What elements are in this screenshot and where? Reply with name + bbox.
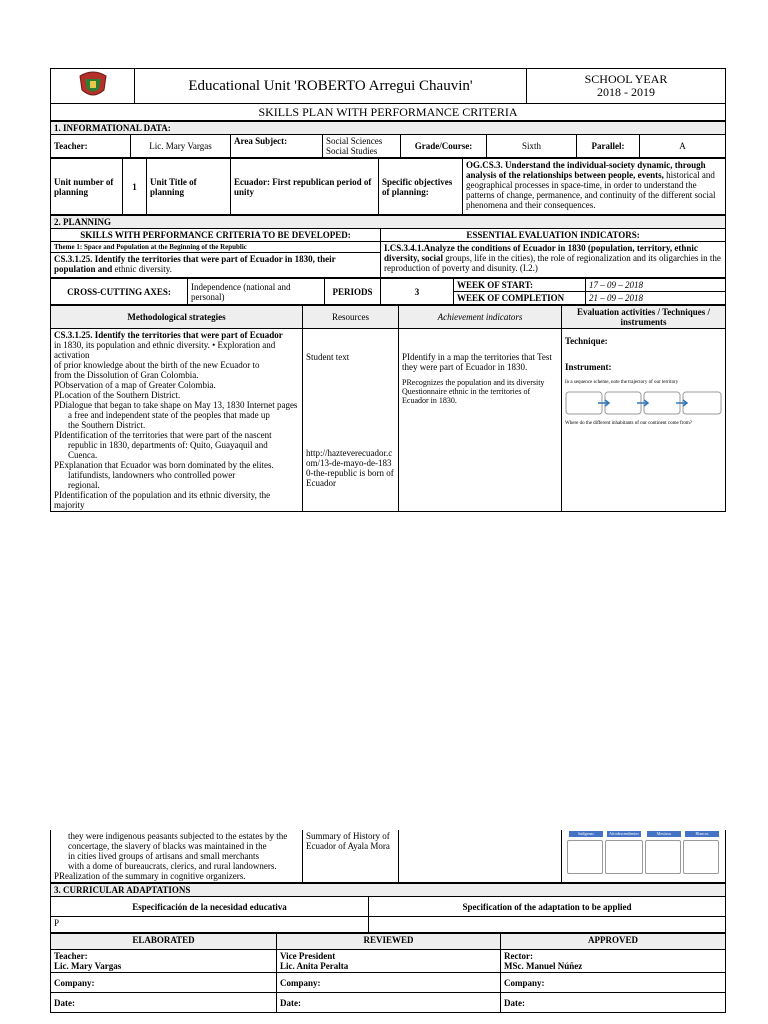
area-value — [323, 135, 401, 158]
scheme-box — [566, 392, 602, 414]
scheme-text: In a sequence scheme, note the trajectory of our territory — [565, 380, 679, 385]
approved-name: MSc. Manuel Núñez — [504, 961, 583, 971]
methods-line: concertage, the slavery of blacks was maintained in the — [68, 841, 267, 851]
unit-table — [50, 158, 726, 215]
methods-line: PIdentification of the territories that were part of the nascent — [54, 430, 272, 440]
adaptation-need-value: P — [51, 917, 369, 933]
continued-achievement — [399, 830, 562, 883]
area-label: Area Subject: — [231, 135, 323, 158]
area-value-1: Social Sciences — [326, 136, 383, 146]
section-informational: 1. INFORMATIONAL DATA: — [51, 122, 726, 135]
methods-line: in 1830, its population and ethnic diversity. • Exploration and activation — [54, 340, 276, 360]
methods-line: PObservation of a map of Greater Colombia. — [54, 380, 216, 390]
school-year — [527, 69, 726, 104]
approved-role: Rector: — [504, 951, 533, 961]
instrument-label: Instrument: — [565, 362, 612, 372]
date-field: Date: — [51, 993, 277, 1013]
organizer-box — [683, 840, 719, 874]
reviewed-role: Vice President — [280, 951, 336, 961]
col-methods: Methodological strategies — [51, 306, 303, 329]
logo-cell — [51, 69, 135, 104]
plan-page-2 — [50, 830, 725, 1013]
school-year-value: 2018 - 2019 — [597, 85, 655, 99]
methods-line: with a dome of bureaucrats, clerics, and rural landowners. — [68, 861, 277, 871]
methods-heading: CS.3.1.25. Identify the territories that were part of Ecuador — [54, 330, 283, 340]
organizer-chip: Mestizos — [647, 831, 681, 837]
resource-text: Student text — [306, 352, 350, 362]
methods-line: PExplanation that Ecuador was born dominated by the elites. — [54, 460, 274, 470]
header-table — [50, 68, 726, 121]
periods-value: 3 — [381, 279, 454, 305]
scheme-box — [644, 392, 680, 414]
col-achievement: Achievement indicators — [399, 306, 562, 329]
methods-line: republic in 1830, departments of: Quito, Guayaquil and — [68, 440, 268, 450]
approved-signer — [501, 950, 726, 973]
section-adaptations: 3. CURRICULAR ADAPTATIONS — [51, 884, 726, 897]
methods-line: from the Dissolution of Gran Colombia. — [54, 370, 199, 380]
skill-cell — [51, 242, 381, 278]
axes-value: Independence (national and personal) — [188, 279, 325, 305]
unit-title-value: Ecuador: First republican period of unity — [231, 159, 379, 215]
area-value-2: Social Studies — [326, 146, 378, 156]
unit-number-label: Unit number of planning — [51, 159, 123, 215]
plan-page-1 — [50, 68, 725, 512]
methods-line: the Southern District. — [68, 420, 146, 430]
continued-evaluation — [562, 830, 726, 883]
achievement-item: PIdentify in a map the territories that Test they were part of Ecuador in 1830. — [402, 352, 552, 372]
periods-label: PERIODS — [325, 279, 381, 305]
methods-line: they were indigenous peasants subjected to the estates by the — [68, 831, 288, 841]
reviewed-signer — [277, 950, 501, 973]
methods-line: PIdentification of the population and its ethnic diversity, the majority — [54, 490, 271, 510]
methods-line: Cuenca. — [68, 450, 98, 460]
achievement-cell — [399, 329, 562, 512]
adaptation-spec-value — [369, 917, 726, 933]
methods-line: regional. — [68, 480, 100, 490]
theme: Theme 1: Space and Population at the Beginning of the Republic — [51, 242, 380, 253]
school-name: Educational Unit 'ROBERTO Arregui Chauvin' — [135, 69, 527, 104]
continued-resources: Summary of History of Ecuador of Ayala Mora — [303, 830, 399, 883]
signatures-table — [50, 933, 726, 1013]
adaptation-col-spec: Specification of the adaptation to be applied — [369, 897, 726, 917]
methods-cell — [51, 329, 303, 512]
methods-line: a free and independent state of the peoples that made up — [68, 410, 270, 420]
reviewed-name: Lic. Anita Peralta — [280, 961, 349, 971]
school-crest-icon — [76, 70, 110, 100]
week-start-label: WEEK OF START: — [454, 279, 586, 292]
teacher-label: Teacher: — [51, 135, 131, 158]
continued-methods — [51, 830, 303, 883]
grade-value: Sixth — [487, 135, 577, 158]
skills-header: SKILLS WITH PERFORMANCE CRITERIA TO BE DEVELOPED: — [51, 229, 381, 242]
date-field: Date: — [277, 993, 501, 1013]
indicator-rest: groups, life in the cities), the role of regionalization and its oligarchies in the reproduction of poverty and disunity. (I.2.) — [384, 253, 721, 273]
week-end-value: 21 – 09 – 2018 — [586, 292, 726, 305]
parallel-value: A — [640, 135, 726, 158]
organizer-box — [567, 840, 603, 874]
evaluation-cell — [562, 329, 726, 512]
axes-label: CROSS-CUTTING AXES: — [51, 279, 188, 305]
organizer-diagram — [565, 831, 722, 877]
approved-header: APPROVED — [501, 934, 726, 950]
scheme-box — [605, 392, 641, 414]
col-evaluation: Evaluation activities / Techniques / instruments — [562, 306, 726, 329]
informational-data-table — [50, 121, 726, 158]
methods-line: of prior knowledge about the birth of the new Ecuador to — [54, 360, 260, 370]
sequence-scheme-diagram — [565, 390, 723, 418]
week-end-label: WEEK OF COMPLETION — [454, 292, 586, 305]
parallel-label: Parallel: — [577, 135, 640, 158]
grade-label: Grade/Course: — [401, 135, 487, 158]
indicator-bold: I.CS.3.4.1.Analyze the conditions of Ecuador in 1830 (population, territory, ethnic diversity, social — [384, 243, 698, 263]
objectives-value — [463, 159, 726, 215]
planning-table — [50, 215, 726, 278]
resources-cell — [303, 329, 399, 512]
company-field: Company: — [277, 973, 501, 993]
technique-label: Technique: — [565, 336, 608, 346]
objectives-bold: OG.CS.3. Understand the individual-society dynamic, through analysis of the relationships between people, events, — [466, 160, 706, 180]
methods-line: latifundists, landowners who controlled power — [68, 470, 236, 480]
scheme-box — [683, 392, 721, 414]
section-planning: 2. PLANNING — [51, 216, 726, 229]
organizer-chip: Blancos — [685, 831, 719, 837]
adaptation-col-need: Especificación de la necesidad educativa — [51, 897, 369, 917]
date-field: Date: — [501, 993, 726, 1013]
indicators-header: ESSENTIAL EVALUATION INDICATORS: — [381, 229, 726, 242]
organizer-box — [645, 840, 681, 874]
skill-bold: CS.3.1.25. Identify the territories that were part of Ecuador in 1830, their population and — [54, 254, 336, 274]
school-year-label: SCHOOL YEAR — [584, 72, 668, 86]
organizer-chip: Afrodescendientes — [607, 831, 641, 837]
continued-table — [50, 830, 726, 883]
indicator-cell — [381, 242, 726, 278]
adaptations-table — [50, 883, 726, 933]
methods-line: PDialogue that began to take shape on May 13, 1830 Internet pages — [54, 400, 298, 410]
objectives-label: Specific objectives of planning: — [379, 159, 463, 215]
plan-title: SKILLS PLAN WITH PERFORMANCE CRITERIA — [51, 104, 726, 121]
elaborated-role: Teacher: — [54, 951, 88, 961]
methods-line: in cities lived groups of artisans and small merchants — [68, 851, 259, 861]
elaborated-signer — [51, 950, 277, 973]
strategies-table — [50, 305, 726, 512]
elaborated-header: ELABORATED — [51, 934, 277, 950]
methods-line: PRealization of the summary in cognitive organizers. — [54, 871, 246, 881]
unit-title-label: Unit Title of planning — [147, 159, 231, 215]
question-text: Where do the different inhabitants of our continent come from? — [565, 421, 692, 426]
col-resources: Resources — [303, 306, 399, 329]
resource-link[interactable]: http://hazteverecuador.com/13-de-mayo-de-1830-the-republic is born of Ecuador — [306, 448, 394, 488]
teacher-value: Lic. Mary Vargas — [131, 135, 231, 158]
week-start-value: 17 – 09 – 2018 — [586, 279, 726, 292]
objectives-rest: historical and geographical processes in space-time, in order to understand the patterns of change, permanence, and continuity of the different social phenomena and their consequences. — [466, 170, 716, 210]
elaborated-name: Lic. Mary Vargas — [54, 961, 122, 971]
organizer-chip: Indígenas — [569, 831, 603, 837]
skill-rest: ethnic diversity. — [114, 264, 172, 274]
organizer-box — [605, 840, 643, 874]
company-field: Company: — [51, 973, 277, 993]
achievement-item: PRecognizes the population and its diversity Questionnaire ethnic in the territories of Ecuador in 1830. — [402, 378, 545, 405]
reviewed-header: REVIEWED — [277, 934, 501, 950]
methods-line: PLocation of the Southern District. — [54, 390, 181, 400]
axes-table — [50, 278, 726, 305]
unit-number-value: 1 — [123, 159, 147, 215]
company-field: Company: — [501, 973, 726, 993]
